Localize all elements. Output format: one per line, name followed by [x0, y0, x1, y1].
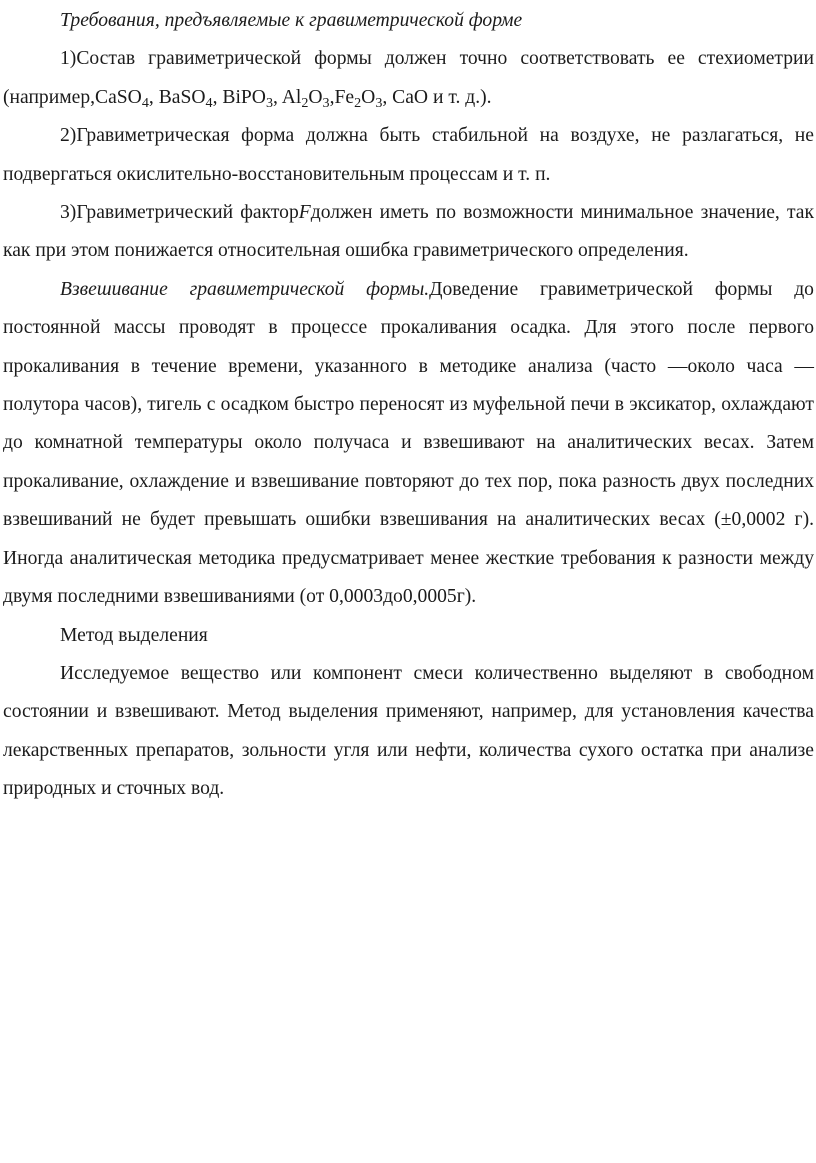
req3-text-b: должен иметь по возможности минимальное значение, так как при этом понижается относительная ошибка гравиметрического определения. [3, 202, 814, 262]
heading-text: Требования, предъявляемые к гравиметрической форме [60, 10, 523, 31]
req1-sub-1: 4 [141, 94, 149, 111]
req1-text-g: O [361, 86, 376, 108]
weighing-body: Доведение гравиметрической формы до постоянной массы проводят в процессе прокаливания осадка. Для этого после первого прокаливания в течение времени, указанного в методике анализа (часто —около часа —полутора часов), тигель с осадком быстро переносят из муфельной печи в эксикатор, охлаждают до комнатной температуры около получаса и взвешивают на аналитических весах. Затем прокаливание, охлаждение и взвешивание повторяют до тех пор, пока разность двух последних взвешиваний не будет превышать ошибки взвешивания на аналитических весах (±0,0002 г). Иногда аналитическая методика предусматривает менее жесткие требования к разности между двумя последними взвешиваниями (от 0,0003до0,0005г). [3, 278, 814, 608]
req1-sub-3: 3 [265, 94, 273, 111]
requirement-1-paragraph [3, 40, 814, 117]
req1-text-e: O [308, 86, 323, 108]
method-title: Метод выделения [60, 624, 208, 646]
weighing-title: Взвешивание гравиметрической формы. [60, 278, 430, 300]
requirement-2-paragraph: 2)Гравиметрическая форма должна быть стабильной на воздухе, не разлагаться, не подвергаться окислительно-восстановительным процессам и т. п. [3, 125, 814, 185]
req1-text-b: , BaSO [148, 86, 206, 108]
req3-text-a: 3)Гравиметрический фактор [60, 202, 299, 224]
req1-text-c: , BiPO [212, 86, 266, 108]
requirement-3-paragraph [3, 194, 814, 271]
req1-sub-2: 4 [205, 94, 213, 111]
req1-sub-4: 2 [301, 94, 309, 111]
factor-symbol: F [298, 202, 311, 224]
req1-text-a: 1)Состав гравиметрической формы должен точно соответствовать ее стехиометрии (например,CaSO [3, 48, 814, 108]
method-paragraph: Исследуемое вещество или компонент смеси количественно выделяют в свободном состоянии и взвешивают. Метод выделения применяют, например, для установления качества лекарственных препаратов, зольности угля или нефти, количества сухого остатка при анализе природных и сточных вод. [3, 662, 814, 800]
req1-text-h: , CaO и т. д.). [382, 86, 492, 108]
req1-text-d: , Al [273, 86, 302, 108]
req1-sub-5: 3 [322, 94, 330, 111]
weighing-paragraph [3, 271, 814, 617]
section-heading-requirements [3, 2, 814, 40]
req1-sub-7: 3 [375, 94, 383, 111]
req1-text-f: ,Fe [329, 86, 355, 108]
req1-sub-6: 2 [354, 94, 362, 111]
